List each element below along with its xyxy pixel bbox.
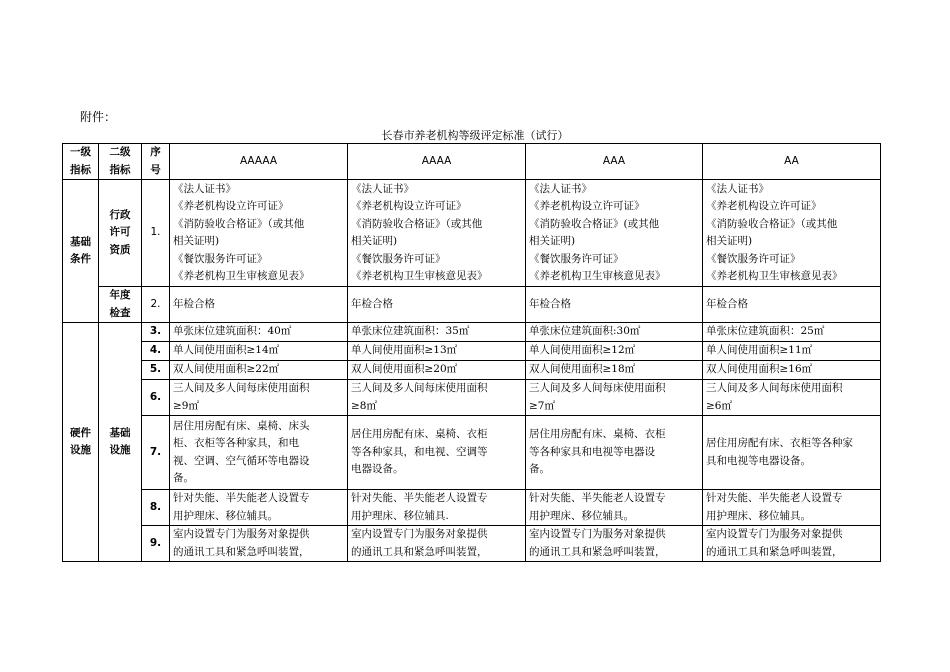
criteria-cell-line: 室内设置专门为服务对象提供	[529, 528, 666, 540]
header-level2-line: 二级	[109, 146, 131, 158]
table-body	[63, 144, 881, 562]
criteria-cell-line: 的通讯工具和紧急呼叫装置，	[351, 545, 488, 558]
header-level1-line: 一级	[70, 146, 91, 158]
annual-cell: 年检合格	[703, 287, 881, 323]
criteria-cell-line: 单人间使用面积≥14㎡	[173, 344, 280, 357]
table-row	[63, 287, 881, 323]
criteria-cell	[170, 342, 348, 361]
criteria-cell	[703, 490, 881, 526]
criteria-cell	[526, 526, 703, 562]
license-cell-line: 《消防验收合格证》（或其他	[706, 217, 838, 230]
criteria-cell-line: 针对失能、半失能老人设置专	[529, 492, 666, 504]
criteria-cell	[703, 323, 881, 342]
criteria-cell-line: 单张床位建筑面积：35㎡	[351, 325, 470, 338]
criteria-cell-line: 单张床位建筑面积：40㎡	[173, 325, 292, 338]
license-cell-line: 《养老机构设立许可证》	[706, 200, 822, 212]
license-cell-line: 《消防验收合格证》(或其他	[529, 217, 660, 230]
criteria-cell	[703, 416, 881, 490]
license-cell-line: 《法人证书》	[173, 182, 236, 195]
header-grade: AA	[703, 144, 881, 180]
header-grade: AAA	[526, 144, 703, 180]
criteria-cell	[348, 490, 526, 526]
seq-number: 5.	[142, 361, 170, 380]
criteria-cell-line: 双人间使用面积≥16㎡	[706, 363, 813, 376]
criteria-cell-line: 居住用房配有床、桌椅、衣柜	[351, 428, 488, 441]
license-cell	[526, 180, 703, 287]
criteria-cell	[526, 342, 703, 361]
seq-number: 4.	[142, 342, 170, 361]
header-level2-line: 指标	[109, 163, 131, 176]
seq-number: 3.	[142, 323, 170, 342]
criteria-cell-line: 单人间使用面积≥12㎡	[529, 344, 636, 357]
criteria-cell-line: 备。	[173, 472, 194, 484]
level2-license-line: 资质	[109, 243, 131, 256]
criteria-cell	[170, 380, 348, 416]
level2-annual-line: 年度	[109, 289, 131, 301]
level2-facilities-line: 设施	[109, 444, 131, 456]
criteria-cell	[703, 526, 881, 562]
criteria-cell-line: 居住用房配有床、桌椅、衣柜	[529, 428, 666, 441]
criteria-cell-line: 针对失能、半失能老人设置专	[706, 492, 843, 504]
criteria-cell	[348, 380, 526, 416]
criteria-cell-line: 双人间使用面积≥20㎡	[351, 363, 458, 376]
level2-license-line: 行政	[109, 208, 131, 221]
standards-table	[62, 143, 881, 562]
header-grade: AAAAA	[170, 144, 348, 180]
criteria-cell-line: 单人间使用面积≥11㎡	[706, 344, 813, 357]
table-row	[63, 380, 881, 416]
criteria-cell	[526, 323, 703, 342]
criteria-cell-line: ≥6㎡	[706, 399, 732, 412]
criteria-cell-line: 单人间使用面积≥13㎡	[351, 344, 458, 357]
criteria-cell-line: 针对失能、半失能老人设置专	[173, 492, 310, 504]
license-cell-line: 《养老机构设立许可证》	[351, 200, 467, 212]
criteria-cell-line: 的通讯工具和紧急呼叫装置，	[173, 545, 310, 558]
criteria-cell-line: 用护理床、移位辅具。	[173, 509, 278, 522]
seq-number: 1.	[142, 180, 170, 287]
table-row	[63, 361, 881, 380]
criteria-cell	[526, 490, 703, 526]
annual-cell: 年检合格	[348, 287, 526, 323]
level1-basic-line: 条件	[70, 253, 91, 265]
criteria-cell	[703, 380, 881, 416]
table-row	[63, 323, 881, 342]
license-cell-line: 《养老机构卫生审核意见表》	[706, 270, 843, 282]
criteria-cell	[703, 361, 881, 380]
level1-basic	[63, 180, 99, 323]
license-cell-line: 《消防验收合格证》（或其他	[173, 217, 305, 230]
license-cell-line: 《消防验收合格证》（或其他	[351, 217, 483, 230]
criteria-cell	[170, 490, 348, 526]
header-level1	[63, 144, 99, 180]
criteria-cell-line: 室内设置专门为服务对象提供	[706, 528, 843, 540]
criteria-cell-line: 视、空调、空气循环等电器设	[173, 454, 310, 467]
level1-hardware-line: 硬件	[70, 426, 91, 439]
level2-annual-line: 检查	[109, 306, 131, 319]
license-cell	[348, 180, 526, 287]
table-row	[63, 180, 881, 287]
license-cell-line: 《养老机构设立许可证》	[529, 200, 645, 212]
criteria-cell-line: 三人间及多人间每床使用面积	[706, 382, 843, 394]
criteria-cell	[348, 342, 526, 361]
header-grade: AAAA	[348, 144, 526, 180]
criteria-cell	[526, 380, 703, 416]
level2-facilities	[99, 323, 142, 562]
criteria-cell-line: 单张床位建筑面积：25㎡	[706, 325, 825, 338]
criteria-cell	[170, 361, 348, 380]
table-row	[63, 342, 881, 361]
header-seq-line: 序	[150, 146, 161, 158]
license-cell-line: 《养老机构卫生审核意见表》	[173, 270, 310, 282]
criteria-cell	[348, 416, 526, 490]
criteria-cell-line: 电器设备。	[351, 463, 404, 476]
header-level2	[99, 144, 142, 180]
criteria-cell	[170, 526, 348, 562]
document-title: 长春市养老机构等级评定标准（试行）	[381, 129, 569, 142]
license-cell-line: 《养老机构卫生审核意见表》	[351, 270, 488, 282]
license-cell-line: 《养老机构卫生审核意见表》	[529, 270, 666, 282]
criteria-cell	[348, 526, 526, 562]
level1-hardware	[63, 323, 99, 562]
criteria-cell-line: 室内设置专门为服务对象提供	[173, 528, 310, 540]
license-cell-line: 相关证明)	[351, 235, 398, 247]
header-seq-line: 号	[150, 163, 161, 176]
criteria-cell-line: 等各种家具，和电视、空调等	[351, 445, 488, 458]
criteria-cell-line: 用护理床、移位辅具。	[529, 509, 634, 522]
level1-hardware-line: 设施	[70, 444, 91, 456]
seq-number: 7.	[142, 416, 170, 490]
criteria-cell-line: 具和电视等电器设备。	[706, 454, 811, 467]
license-cell-line: 《餐饮服务许可证》	[706, 252, 801, 265]
criteria-cell-line: 居住用房配有床、桌椅、床头	[173, 419, 310, 432]
criteria-cell-line: ≥8㎡	[351, 399, 377, 412]
license-cell	[170, 180, 348, 287]
criteria-cell-line: 针对失能、半失能老人设置专	[351, 492, 488, 504]
criteria-cell	[348, 361, 526, 380]
criteria-cell	[170, 323, 348, 342]
level2-license-line: 许可	[109, 226, 131, 239]
criteria-cell-line: 的通讯工具和紧急呼叫装置，	[529, 545, 666, 558]
license-cell-line: 相关证明)	[529, 235, 576, 247]
license-cell	[703, 180, 881, 287]
criteria-cell-line: 三人间及多人间每床使用面积	[351, 382, 488, 394]
level2-annual	[99, 287, 142, 323]
criteria-cell-line: 双人间使用面积≥22㎡	[173, 363, 280, 376]
annual-cell: 年检合格	[526, 287, 703, 323]
criteria-cell	[526, 416, 703, 490]
level2-facilities-line: 基础	[109, 426, 131, 439]
criteria-cell	[348, 323, 526, 342]
table-row	[63, 490, 881, 526]
seq-number: 2.	[142, 287, 170, 323]
level2-license	[99, 180, 142, 287]
license-cell-line: 《法人证书》	[706, 182, 769, 195]
header-level1-line: 指标	[70, 163, 91, 176]
criteria-cell-line: 柜、衣柜等各种家具，和电	[173, 437, 299, 449]
header-row	[63, 144, 881, 180]
license-cell-line: 《餐饮服务许可证》	[173, 252, 268, 265]
criteria-cell-line: 双人间使用面积≥18㎡	[529, 363, 636, 376]
criteria-cell-line: 用护理床、移位辅具.	[351, 509, 449, 522]
criteria-cell-line: 等各种家具和电视等电器设	[529, 445, 655, 458]
license-cell-line: 《餐饮服务许可证》	[351, 252, 446, 265]
criteria-cell-line: 用护理床、移位辅具。	[706, 509, 811, 522]
criteria-cell-line: ≥9㎡	[173, 399, 199, 412]
header-seq	[142, 144, 170, 180]
criteria-cell-line: 单张床位建筑面积:30㎡	[529, 325, 641, 338]
license-cell-line: 《法人证书》	[351, 182, 414, 195]
license-cell-line: 相关证明)	[173, 235, 220, 247]
license-cell-line: 相关证明)	[706, 235, 753, 247]
criteria-cell	[170, 416, 348, 490]
criteria-cell-line: 的通讯工具和紧急呼叫装置，	[706, 545, 843, 558]
criteria-cell-line: 室内设置专门为服务对象提供	[351, 528, 488, 540]
criteria-cell-line: 三人间及多人间每床使用面积	[529, 382, 666, 394]
attachment-label: 附件：	[80, 110, 117, 124]
license-cell-line: 《法人证书》	[529, 182, 592, 195]
criteria-cell	[526, 361, 703, 380]
table-row	[63, 416, 881, 490]
license-cell-line: 《养老机构设立许可证》	[173, 200, 289, 212]
seq-number: 6.	[142, 380, 170, 416]
annual-cell: 年检合格	[170, 287, 348, 323]
criteria-cell	[703, 342, 881, 361]
seq-number: 9.	[142, 526, 170, 562]
level1-basic-line: 基础	[70, 235, 91, 248]
criteria-cell-line: 备。	[529, 463, 550, 476]
criteria-cell-line: 居住用房配有床、衣柜等各种家	[706, 437, 853, 449]
table-row	[63, 526, 881, 562]
criteria-cell-line: 三人间及多人间每床使用面积	[173, 382, 310, 394]
criteria-cell-line: ≥7㎡	[529, 399, 555, 412]
seq-number: 8.	[142, 490, 170, 526]
license-cell-line: 《餐饮服务许可证》	[529, 252, 624, 265]
